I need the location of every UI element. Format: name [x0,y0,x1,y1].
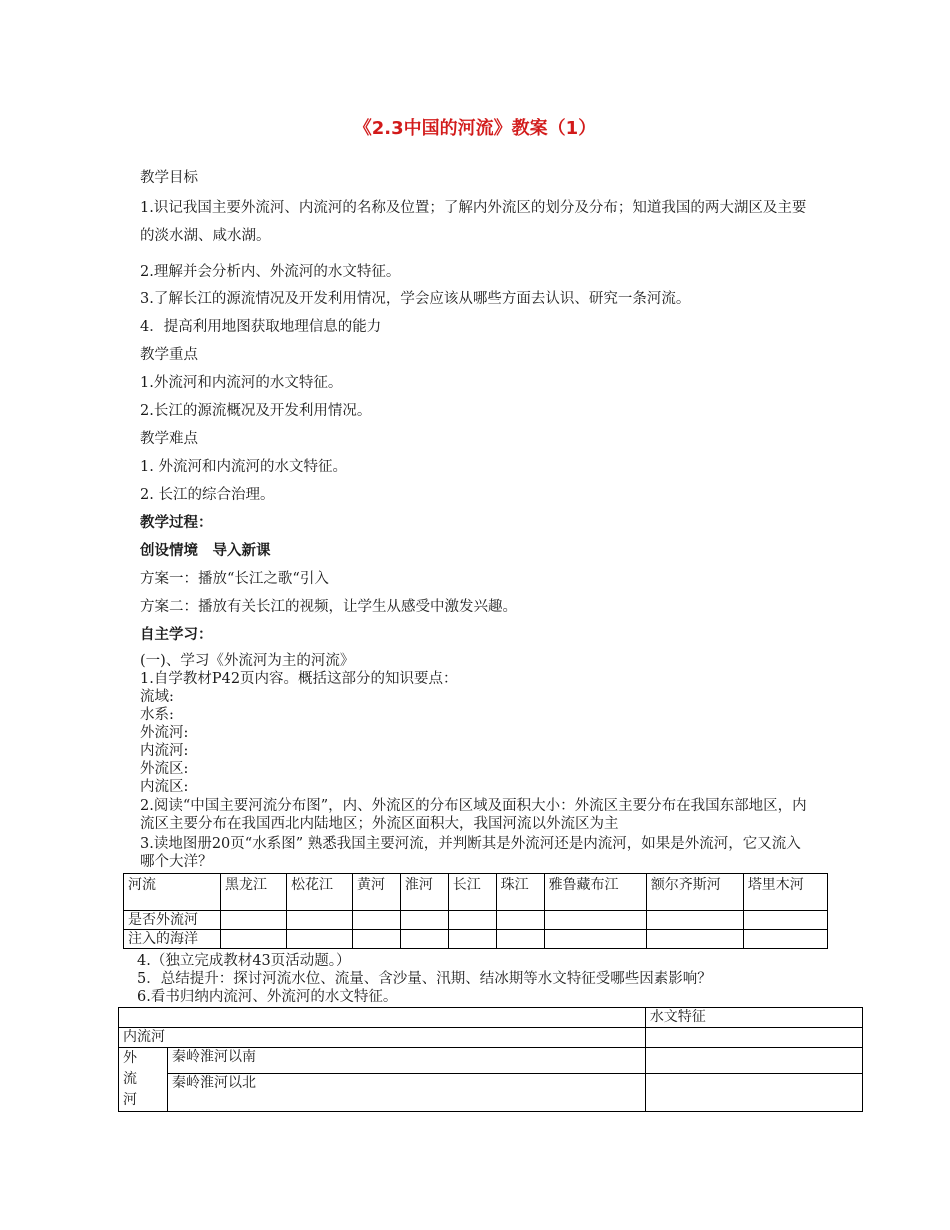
table-row [124,874,828,911]
task-4: 4.（独立完成教材43页活动题。） [137,953,351,969]
table-cell: 黑龙江 [221,874,287,911]
task-6: 6.看书归纳内流河、外流河的水文特征。 [137,989,398,1005]
table-cell: 长江 [448,874,496,911]
term-label: 流域: [140,689,174,705]
term-label: 内流区: [140,779,189,795]
goal-item: 2.理解并会分析内、外流河的水文特征。 [140,264,401,280]
goal-item: 1.识记我国主要外流河、内流河的名称及位置；了解内外流区的划分及分布；知道我国的两大湖区及主要的淡水湖、咸水湖。 [140,200,807,244]
difficulties-heading: 教学难点 [140,431,198,447]
section-title: (一)、学习《外流河为主的河流》 [140,653,355,669]
table-cell: 额尔齐斯河 [646,874,743,911]
goal-item: 4．提高利用地图获取地理信息的能力 [140,319,382,335]
row-label: 秦岭淮河以北 [168,1074,646,1112]
plan-item: 方案二：播放有关长江的视频，让学生从感受中激发兴趣。 [140,599,517,615]
term-label: 内流河: [140,743,189,759]
table-cell: 塔里木河 [743,874,827,911]
task-5: 5．总结提升：探讨河流水位、流量、含沙量、汛期、结冰期等水文特征受哪些因素影响？ [137,971,712,987]
goal-item: 3.了解长江的源流情况及开发利用情况，学会应该从哪些方面去认识、研究一条河流。 [140,291,691,307]
table-row [119,1048,863,1074]
table-row [119,1074,863,1112]
table-row [119,1008,863,1028]
table-cell: 珠江 [496,874,544,911]
term-label: 外流区: [140,761,189,777]
table-cell: 松花江 [287,874,353,911]
difficulty-item: 2. 长江的综合治理。 [140,487,275,503]
table-cell: 雅鲁藏布江 [544,874,646,911]
row-label: 内流河 [119,1028,646,1048]
column-header: 水文特征 [645,1008,862,1028]
task-3: 3.读地图册20页“水系图” 熟悉我国主要河流，并判断其是外流河还是内流河，如果是外流河，它又流入哪个大洋？ [140,836,801,870]
table-row [119,1028,863,1048]
table-row [124,911,828,930]
table-cell: 河流 [124,874,221,911]
table-cell: 淮河 [400,874,448,911]
document-title: 《2.3中国的河流》教案（1） [353,118,597,139]
row-label: 秦岭淮河以南 [168,1048,646,1074]
row-label: 外 流 河 [119,1048,168,1112]
key-point-item: 1.外流河和内流河的水文特征。 [140,375,343,391]
term-label: 水系: [140,707,174,723]
table-cell: 黄河 [353,874,401,911]
self-study-heading: 自主学习： [140,627,213,643]
plan-item: 方案一：播放“长江之歌“引入 [140,571,329,587]
task-2: 2.阅读“中国主要河流分布图”，内、外流区的分布区域及面积大小：外流区主要分布在我国东部地区，内流区主要分布在我国西北内陆地区；外流区面积大，我国河流以外流区为主 [140,798,807,832]
process-heading: 教学过程： [140,515,213,531]
term-label: 外流河: [140,725,189,741]
key-points-heading: 教学重点 [140,347,198,363]
hydro-features-table [118,1007,863,1112]
intro-heading: 创设情境 导入新课 [140,543,271,559]
row-label: 是否外流河 [124,911,221,930]
rivers-table [123,873,828,949]
goals-heading: 教学目标 [140,170,198,186]
row-label: 注入的海洋 [124,930,221,949]
task-1: 1.自学教材P42页内容。概括这部分的知识要点： [140,671,458,687]
difficulty-item: 1. 外流河和内流河的水文特征。 [140,459,347,475]
key-point-item: 2.长江的源流概况及开发利用情况。 [140,403,372,419]
table-row [124,930,828,949]
